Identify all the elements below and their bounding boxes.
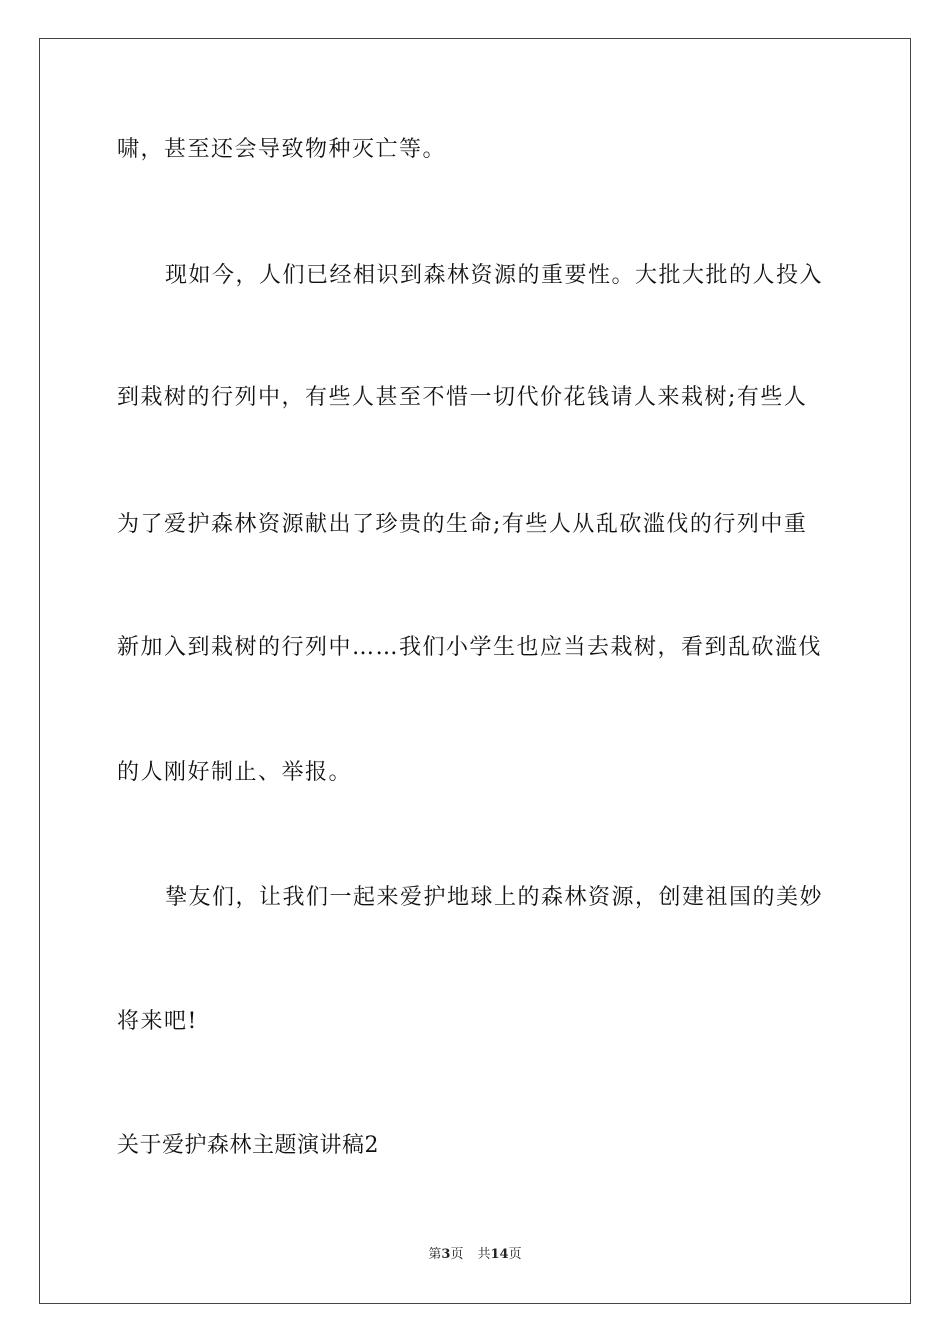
footer-total-pages: 14 (490, 1247, 509, 1262)
body-line-2: 现如今，人们已经相识到森林资源的重要性。大批大批的人投入 (165, 263, 824, 288)
body-line-8: 将来吧! (117, 1009, 198, 1034)
footer-total-prefix: 共 (477, 1247, 491, 1262)
footer-page-prefix: 第 (428, 1247, 442, 1262)
body-line-5: 新加入到栽树的行列中……我们小学生也应当去栽树，看到乱砍滥伐 (117, 635, 823, 660)
body-line-4: 为了爱护森林资源献出了珍贵的生命;有些人从乱砍滥伐的行列中重 (117, 512, 808, 537)
body-line-1: 啸，甚至还会导致物种灭亡等。 (117, 137, 447, 162)
footer-total-suffix: 页 (508, 1247, 522, 1262)
footer-page-suffix: 页 (450, 1247, 464, 1262)
page-border (39, 38, 911, 1304)
body-line-7: 挚友们，让我们一起来爱护地球上的森林资源，创建祖国的美妙 (165, 885, 824, 910)
body-line-3: 到栽树的行列中，有些人甚至不惜一切代价花钱请人来栽树;有些人 (117, 385, 808, 410)
body-line-6: 的人刚好制止、举报。 (117, 760, 353, 785)
page-footer (0, 1246, 950, 1264)
section-heading: 关于爱护森林主题演讲稿2 (117, 1133, 379, 1158)
footer-page-number: 3 (441, 1247, 451, 1262)
